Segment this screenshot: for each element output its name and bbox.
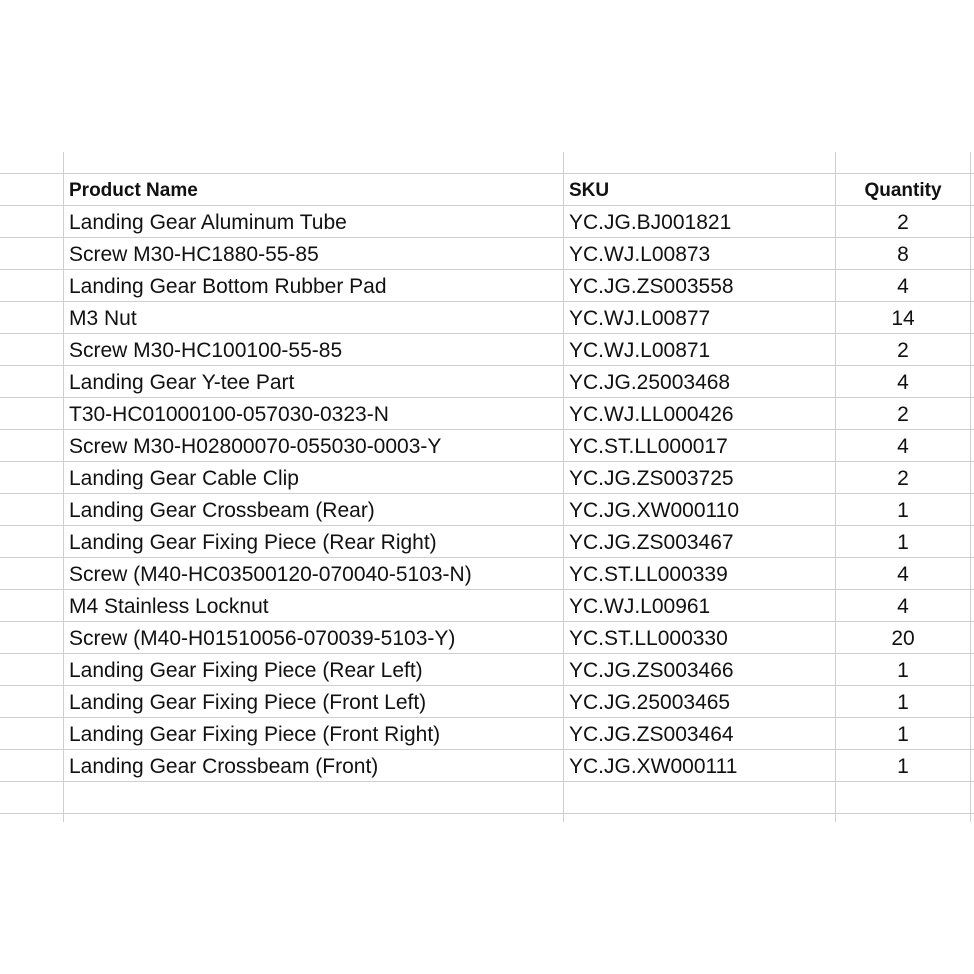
sku-cell[interactable]: YC.JG.ZS003467	[569, 531, 734, 554]
table-row[interactable]	[0, 526, 974, 558]
product-name-cell[interactable]: Screw M30-H02800070-055030-0003-Y	[69, 435, 442, 458]
quantity-cell[interactable]: 20	[891, 627, 915, 650]
quantity-cell[interactable]: 1	[897, 659, 909, 682]
product-name-cell[interactable]: Screw M30-HC1880-55-85	[69, 243, 319, 266]
quantity-cell[interactable]: 4	[897, 435, 909, 458]
table-row[interactable]	[0, 750, 974, 782]
quantity-cell[interactable]: 4	[897, 563, 909, 586]
table-row[interactable]	[0, 334, 974, 366]
header-quantity[interactable]: Quantity	[864, 180, 942, 201]
quantity-cell[interactable]: 4	[897, 275, 909, 298]
quantity-cell[interactable]: 4	[897, 371, 909, 394]
quantity-cell[interactable]: 2	[897, 211, 909, 234]
sku-cell[interactable]: YC.ST.LL000339	[569, 563, 728, 586]
table-row[interactable]	[0, 366, 974, 398]
sku-cell[interactable]: YC.JG.XW000110	[569, 499, 740, 522]
table-row[interactable]	[0, 206, 974, 238]
table-row[interactable]	[0, 270, 974, 302]
product-name-cell[interactable]: Landing Gear Fixing Piece (Front Right)	[69, 723, 441, 746]
quantity-cell[interactable]: 1	[897, 691, 909, 714]
sku-cell[interactable]: YC.ST.LL000330	[569, 627, 728, 650]
product-name-cell[interactable]: Landing Gear Bottom Rubber Pad	[69, 275, 387, 298]
sku-cell[interactable]: YC.WJ.L00961	[569, 595, 711, 618]
quantity-cell[interactable]: 1	[897, 499, 909, 522]
table-row[interactable]	[0, 622, 974, 654]
quantity-cell[interactable]: 2	[897, 403, 909, 426]
table-row[interactable]	[0, 462, 974, 494]
table-row[interactable]	[0, 558, 974, 590]
sku-cell[interactable]: YC.WJ.L00873	[569, 243, 711, 266]
sku-cell[interactable]: YC.WJ.L00877	[569, 307, 711, 330]
quantity-cell[interactable]: 2	[897, 467, 909, 490]
product-name-cell[interactable]: Landing Gear Fixing Piece (Front Left)	[69, 691, 427, 714]
table-row[interactable]	[0, 494, 974, 526]
quantity-cell[interactable]: 14	[891, 307, 915, 330]
quantity-cell[interactable]: 8	[897, 243, 909, 266]
table-row[interactable]	[0, 238, 974, 270]
empty-row[interactable]	[0, 782, 974, 814]
header-row[interactable]	[0, 174, 974, 206]
sku-cell[interactable]: YC.JG.ZS003725	[569, 467, 734, 490]
sku-cell[interactable]: YC.JG.BJ001821	[569, 211, 732, 234]
sku-cell[interactable]: YC.JG.ZS003466	[569, 659, 734, 682]
table-row[interactable]	[0, 302, 974, 334]
product-name-cell[interactable]: Landing Gear Aluminum Tube	[69, 211, 347, 234]
sku-cell[interactable]: YC.JG.XW000111	[569, 755, 738, 778]
product-name-cell[interactable]: Landing Gear Crossbeam (Rear)	[69, 499, 375, 522]
quantity-cell[interactable]: 4	[897, 595, 909, 618]
product-name-cell[interactable]: Landing Gear Fixing Piece (Rear Right)	[69, 531, 437, 554]
header-sku[interactable]: SKU	[569, 180, 610, 201]
product-name-cell[interactable]: Screw (M40-HC03500120-070040-5103-N)	[69, 563, 472, 586]
product-name-cell[interactable]: M3 Nut	[69, 307, 137, 330]
quantity-cell[interactable]: 1	[897, 531, 909, 554]
blank-row[interactable]	[0, 152, 974, 174]
sku-cell[interactable]: YC.WJ.L00871	[569, 339, 711, 362]
product-name-cell[interactable]: T30-HC01000100-057030-0323-N	[69, 403, 389, 426]
product-name-cell[interactable]: Landing Gear Crossbeam (Front)	[69, 755, 379, 778]
table-row[interactable]	[0, 718, 974, 750]
sku-cell[interactable]: YC.JG.25003465	[569, 691, 731, 714]
sku-cell[interactable]: YC.JG.ZS003464	[569, 723, 734, 746]
quantity-cell[interactable]: 2	[897, 339, 909, 362]
table-row[interactable]	[0, 430, 974, 462]
sku-cell[interactable]: YC.JG.ZS003558	[569, 275, 734, 298]
quantity-cell[interactable]: 1	[897, 723, 909, 746]
sku-cell[interactable]: YC.JG.25003468	[569, 371, 731, 394]
product-name-cell[interactable]: Landing Gear Fixing Piece (Rear Left)	[69, 659, 423, 682]
sku-cell[interactable]: YC.WJ.LL000426	[569, 403, 734, 426]
table-row[interactable]	[0, 398, 974, 430]
header-product-name[interactable]: Product Name	[69, 180, 198, 201]
quantity-cell[interactable]: 1	[897, 755, 909, 778]
product-name-cell[interactable]: M4 Stainless Locknut	[69, 595, 269, 618]
table-row[interactable]	[0, 590, 974, 622]
table-row[interactable]	[0, 654, 974, 686]
product-name-cell[interactable]: Screw (M40-H01510056-070039-5103-Y)	[69, 627, 456, 650]
table-row[interactable]	[0, 686, 974, 718]
sku-cell[interactable]: YC.ST.LL000017	[569, 435, 728, 458]
spreadsheet	[0, 152, 974, 822]
product-name-cell[interactable]: Landing Gear Y-tee Part	[69, 371, 295, 394]
product-name-cell[interactable]: Screw M30-HC100100-55-85	[69, 339, 343, 362]
product-name-cell[interactable]: Landing Gear Cable Clip	[69, 467, 299, 490]
